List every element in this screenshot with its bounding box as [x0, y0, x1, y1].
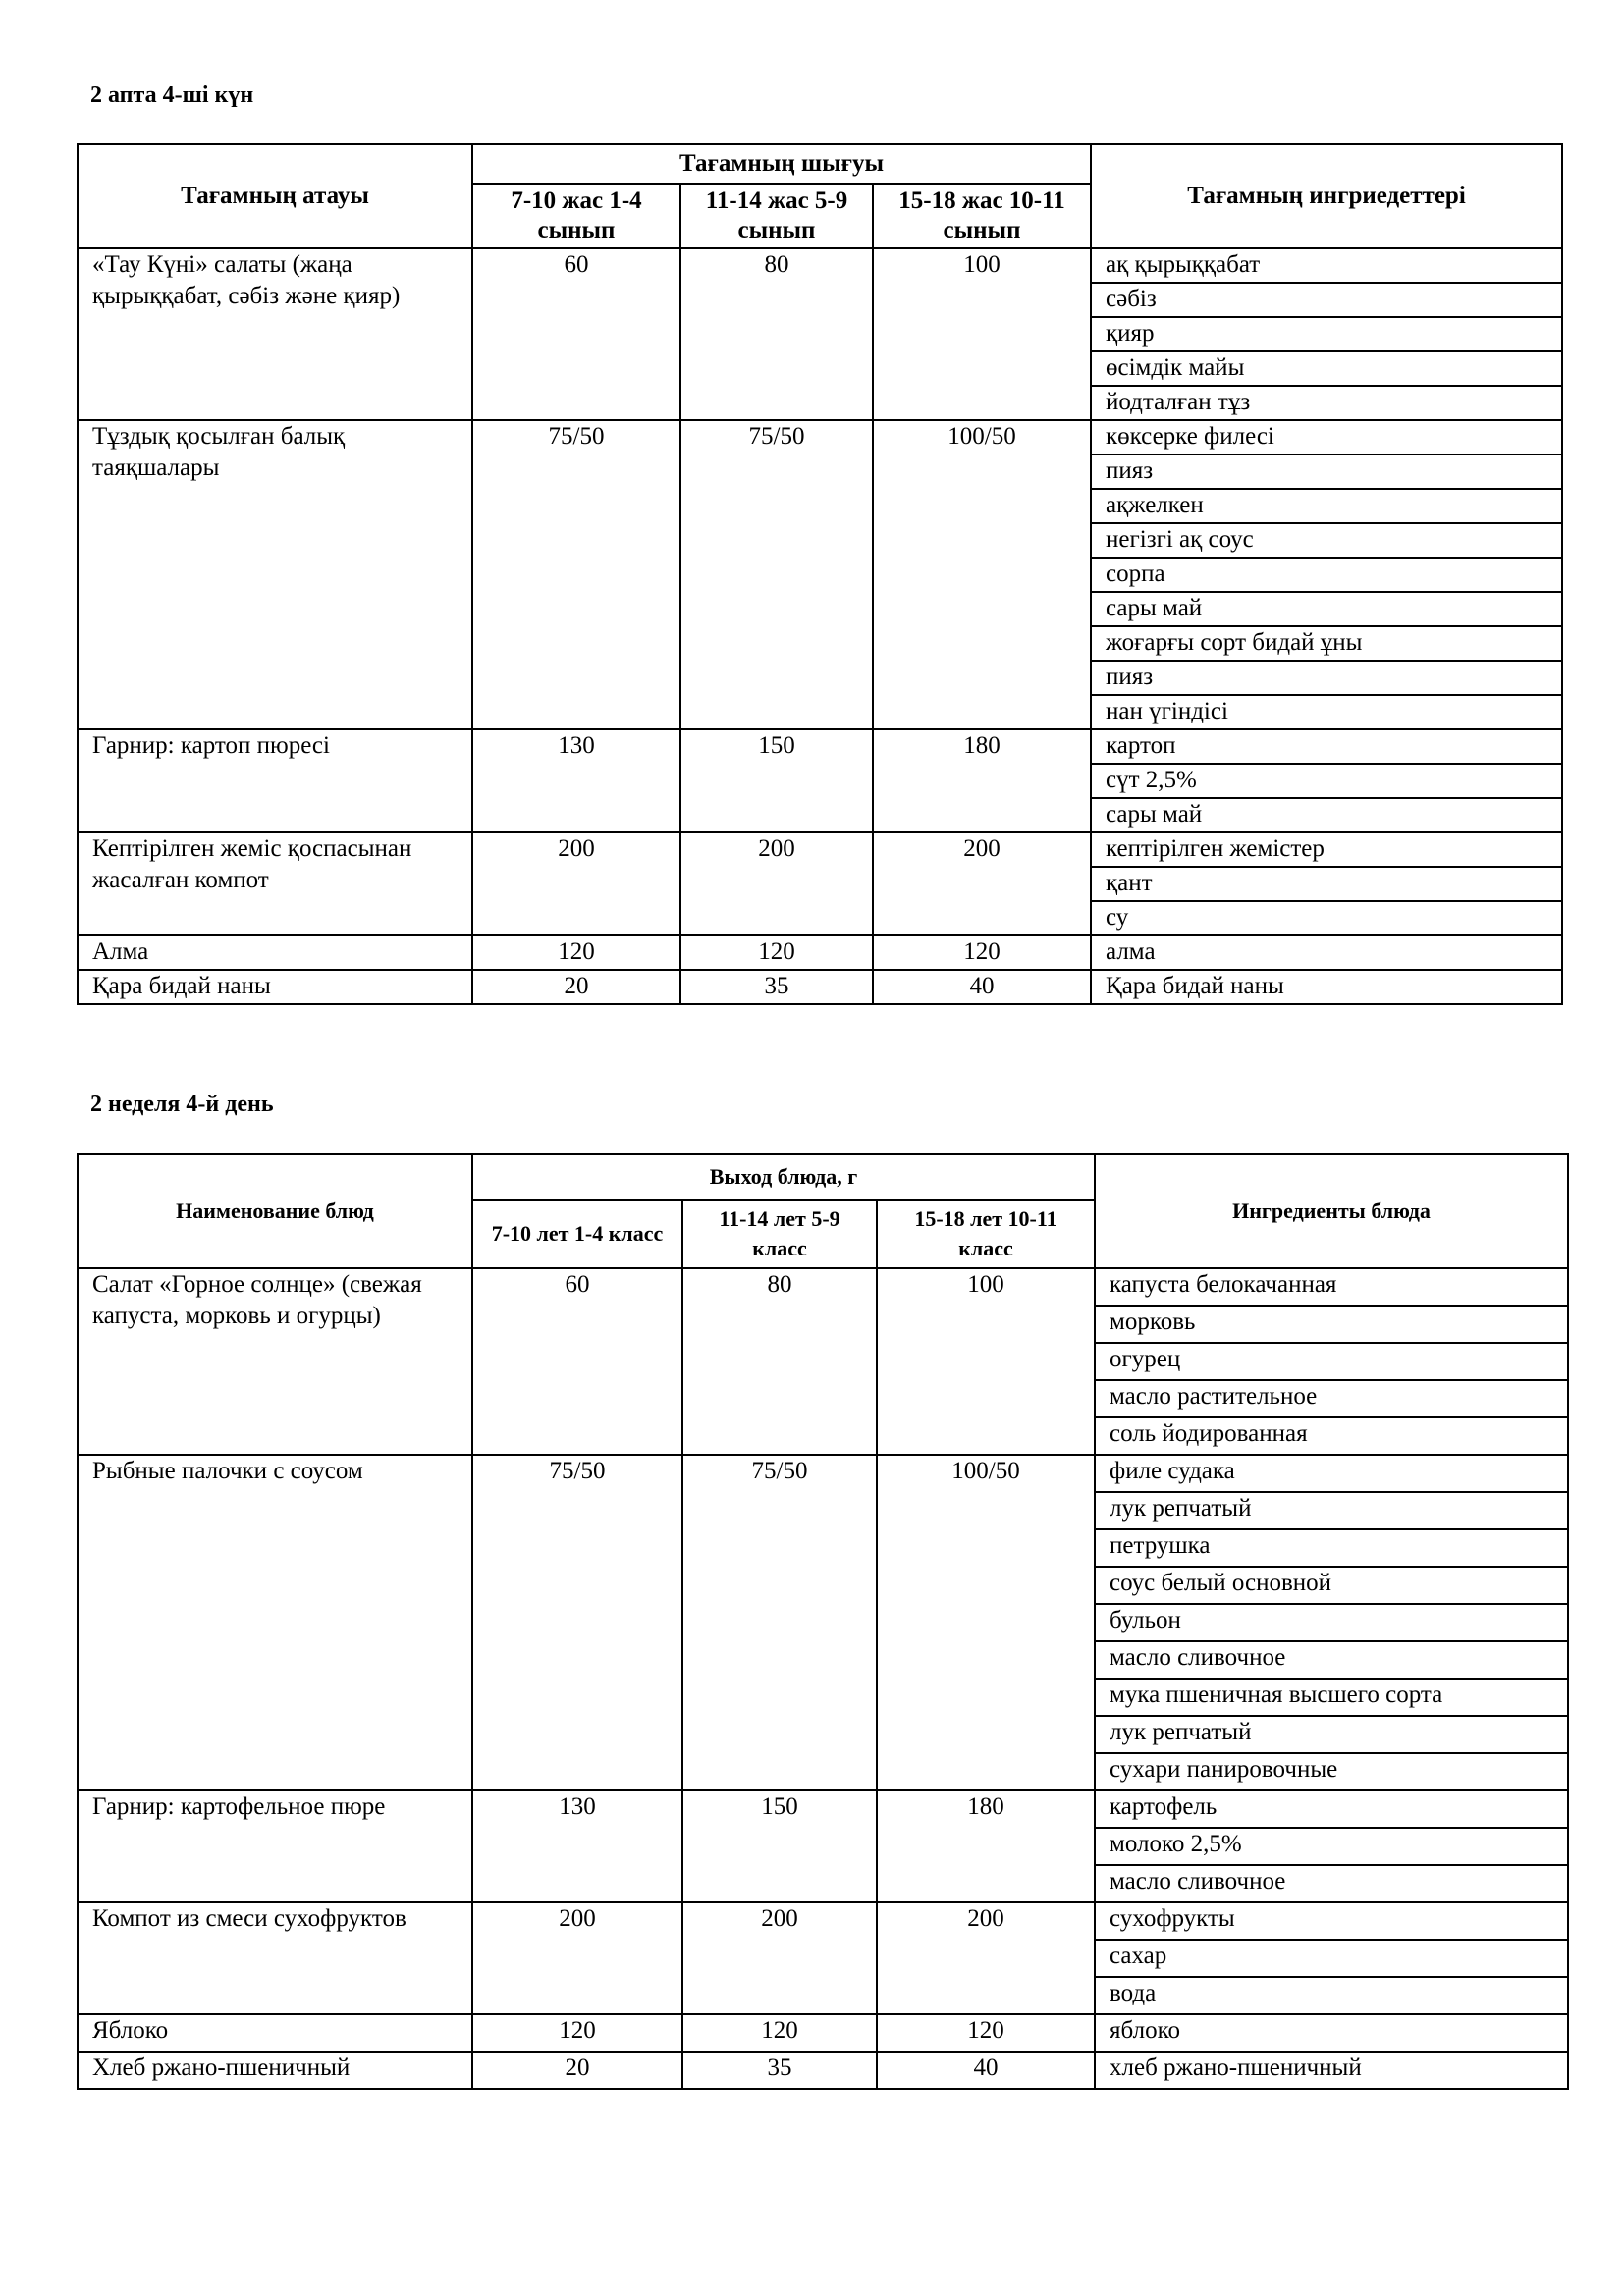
table-row — [78, 420, 1562, 454]
header-dish: Наименование блюд — [78, 1154, 472, 1268]
ingredient: яблоко — [1095, 2014, 1568, 2052]
portion-15-18: 100/50 — [873, 420, 1091, 729]
header-age-7-10: 7-10 жас 1-4 сынып — [472, 184, 680, 248]
table-row — [78, 970, 1562, 1004]
portion-7-10: 60 — [472, 248, 680, 420]
portion-11-14: 80 — [682, 1268, 877, 1455]
header-age-15-18: 15-18 лет 10-11 класс — [877, 1200, 1095, 1268]
ingredient: филе судака — [1095, 1455, 1568, 1492]
ingredient: хлеб ржано-пшеничный — [1095, 2052, 1568, 2089]
dish-name: Яблоко — [78, 2014, 472, 2052]
ingredient: өсімдік майы — [1091, 351, 1562, 386]
dish-name: «Тау Күні» салаты (жаңа қырыққабат, сәбіз және қияр) — [78, 248, 472, 420]
portion-15-18: 120 — [873, 935, 1091, 970]
ingredient: соус белый основной — [1095, 1567, 1568, 1604]
dish-name: Салат «Горное солнце» (свежая капуста, морковь и огурцы) — [78, 1268, 472, 1455]
ingredient: лук репчатый — [1095, 1716, 1568, 1753]
ingredient: Қара бидай наны — [1091, 970, 1562, 1004]
ingredient: лук репчатый — [1095, 1492, 1568, 1529]
section-title-kz: 2 апта 4-ші күн — [90, 82, 254, 108]
ingredient: картоп — [1091, 729, 1562, 764]
dish-name: Кептірілген жеміс қоспасынан жасалған компот — [78, 832, 472, 935]
header-output: Тағамның шығуы — [472, 144, 1091, 184]
portion-15-18: 40 — [877, 2052, 1095, 2089]
portion-7-10: 120 — [472, 2014, 682, 2052]
menu-table-ru — [77, 1153, 1569, 2090]
ingredient: сахар — [1095, 1940, 1568, 1977]
dish-name: Тұздық қосылған балық таяқшалары — [78, 420, 472, 729]
ingredient: пияз — [1091, 661, 1562, 695]
table-row — [78, 832, 1562, 867]
ingredient: сары май — [1091, 592, 1562, 626]
ingredient: алма — [1091, 935, 1562, 970]
ingredient: жоғарғы сорт бидай ұны — [1091, 626, 1562, 661]
ingredient: сүт 2,5% — [1091, 764, 1562, 798]
ingredient: огурец — [1095, 1343, 1568, 1380]
menu-table-kz — [77, 143, 1563, 1005]
ingredient: сухари панировочные — [1095, 1753, 1568, 1790]
portion-7-10: 75/50 — [472, 420, 680, 729]
ingredient: петрушка — [1095, 1529, 1568, 1567]
table-row — [78, 1902, 1568, 1940]
portion-11-14: 200 — [682, 1902, 877, 2014]
portion-15-18: 180 — [877, 1790, 1095, 1902]
ingredient: масло растительное — [1095, 1380, 1568, 1417]
ingredient: нан үгіндісі — [1091, 695, 1562, 729]
ingredient: капуста белокачанная — [1095, 1268, 1568, 1306]
table-row — [78, 1455, 1568, 1492]
header-age-7-10: 7-10 лет 1-4 класс — [472, 1200, 682, 1268]
dish-name: Гарнир: картофельное пюре — [78, 1790, 472, 1902]
portion-11-14: 75/50 — [682, 1455, 877, 1790]
portion-15-18: 100 — [873, 248, 1091, 420]
table-row — [78, 1790, 1568, 1828]
header-ingredients: Ингредиенты блюда — [1095, 1154, 1568, 1268]
ingredient: картофель — [1095, 1790, 1568, 1828]
ingredient: сухофрукты — [1095, 1902, 1568, 1940]
portion-7-10: 20 — [472, 970, 680, 1004]
ingredient: ақ қырыққабат — [1091, 248, 1562, 283]
dish-name: Компот из смеси сухофруктов — [78, 1902, 472, 2014]
dish-name: Гарнир: картоп пюресі — [78, 729, 472, 832]
menu-body-ru — [78, 1268, 1568, 2089]
portion-7-10: 130 — [472, 1790, 682, 1902]
portion-11-14: 200 — [680, 832, 873, 935]
portion-11-14: 150 — [680, 729, 873, 832]
table-row — [78, 935, 1562, 970]
header-age-11-14: 11-14 лет 5-9 класс — [682, 1200, 877, 1268]
portion-11-14: 120 — [682, 2014, 877, 2052]
dish-name: Рыбные палочки с соусом — [78, 1455, 472, 1790]
portion-11-14: 80 — [680, 248, 873, 420]
portion-15-18: 200 — [877, 1902, 1095, 2014]
ingredient: морковь — [1095, 1306, 1568, 1343]
portion-7-10: 130 — [472, 729, 680, 832]
portion-15-18: 200 — [873, 832, 1091, 935]
dish-name: Хлеб ржано-пшеничный — [78, 2052, 472, 2089]
portion-7-10: 60 — [472, 1268, 682, 1455]
ingredient: соль йодированная — [1095, 1417, 1568, 1455]
ingredient: сәбіз — [1091, 283, 1562, 317]
portion-15-18: 40 — [873, 970, 1091, 1004]
menu-body-kz — [78, 248, 1562, 1004]
portion-15-18: 120 — [877, 2014, 1095, 2052]
ingredient: ақжелкен — [1091, 489, 1562, 523]
ingredient: масло сливочное — [1095, 1865, 1568, 1902]
dish-name: Қара бидай наны — [78, 970, 472, 1004]
ingredient: масло сливочное — [1095, 1641, 1568, 1679]
portion-7-10: 20 — [472, 2052, 682, 2089]
portion-15-18: 180 — [873, 729, 1091, 832]
header-output: Выход блюда, г — [472, 1154, 1095, 1200]
portion-7-10: 120 — [472, 935, 680, 970]
ingredient: қант — [1091, 867, 1562, 901]
ingredient: мука пшеничная высшего сорта — [1095, 1679, 1568, 1716]
dish-name: Алма — [78, 935, 472, 970]
ingredient: кептірілген жемістер — [1091, 832, 1562, 867]
ingredient: бульон — [1095, 1604, 1568, 1641]
portion-11-14: 150 — [682, 1790, 877, 1902]
portion-7-10: 75/50 — [472, 1455, 682, 1790]
portion-15-18: 100/50 — [877, 1455, 1095, 1790]
table-row — [78, 2014, 1568, 2052]
ingredient: сорпа — [1091, 558, 1562, 592]
table-row — [78, 248, 1562, 283]
ingredient: сары май — [1091, 798, 1562, 832]
portion-15-18: 100 — [877, 1268, 1095, 1455]
ingredient: көксерке филесі — [1091, 420, 1562, 454]
ingredient: қияр — [1091, 317, 1562, 351]
ingredient: су — [1091, 901, 1562, 935]
ingredient: йодталған тұз — [1091, 386, 1562, 420]
header-age-15-18: 15-18 жас 10-11 сынып — [873, 184, 1091, 248]
ingredient: негізгі ақ соус — [1091, 523, 1562, 558]
ingredient: пияз — [1091, 454, 1562, 489]
section-title-ru: 2 неделя 4-й день — [90, 1092, 274, 1117]
table-row — [78, 2052, 1568, 2089]
portion-7-10: 200 — [472, 1902, 682, 2014]
portion-11-14: 120 — [680, 935, 873, 970]
portion-7-10: 200 — [472, 832, 680, 935]
header-ingredients: Тағамның ингриедеттері — [1091, 144, 1562, 248]
table-row — [78, 1268, 1568, 1306]
portion-11-14: 35 — [682, 2052, 877, 2089]
header-age-11-14: 11-14 жас 5-9 сынып — [680, 184, 873, 248]
ingredient: молоко 2,5% — [1095, 1828, 1568, 1865]
portion-11-14: 35 — [680, 970, 873, 1004]
header-dish: Тағамның атауы — [78, 144, 472, 248]
ingredient: вода — [1095, 1977, 1568, 2014]
portion-11-14: 75/50 — [680, 420, 873, 729]
table-row — [78, 729, 1562, 764]
